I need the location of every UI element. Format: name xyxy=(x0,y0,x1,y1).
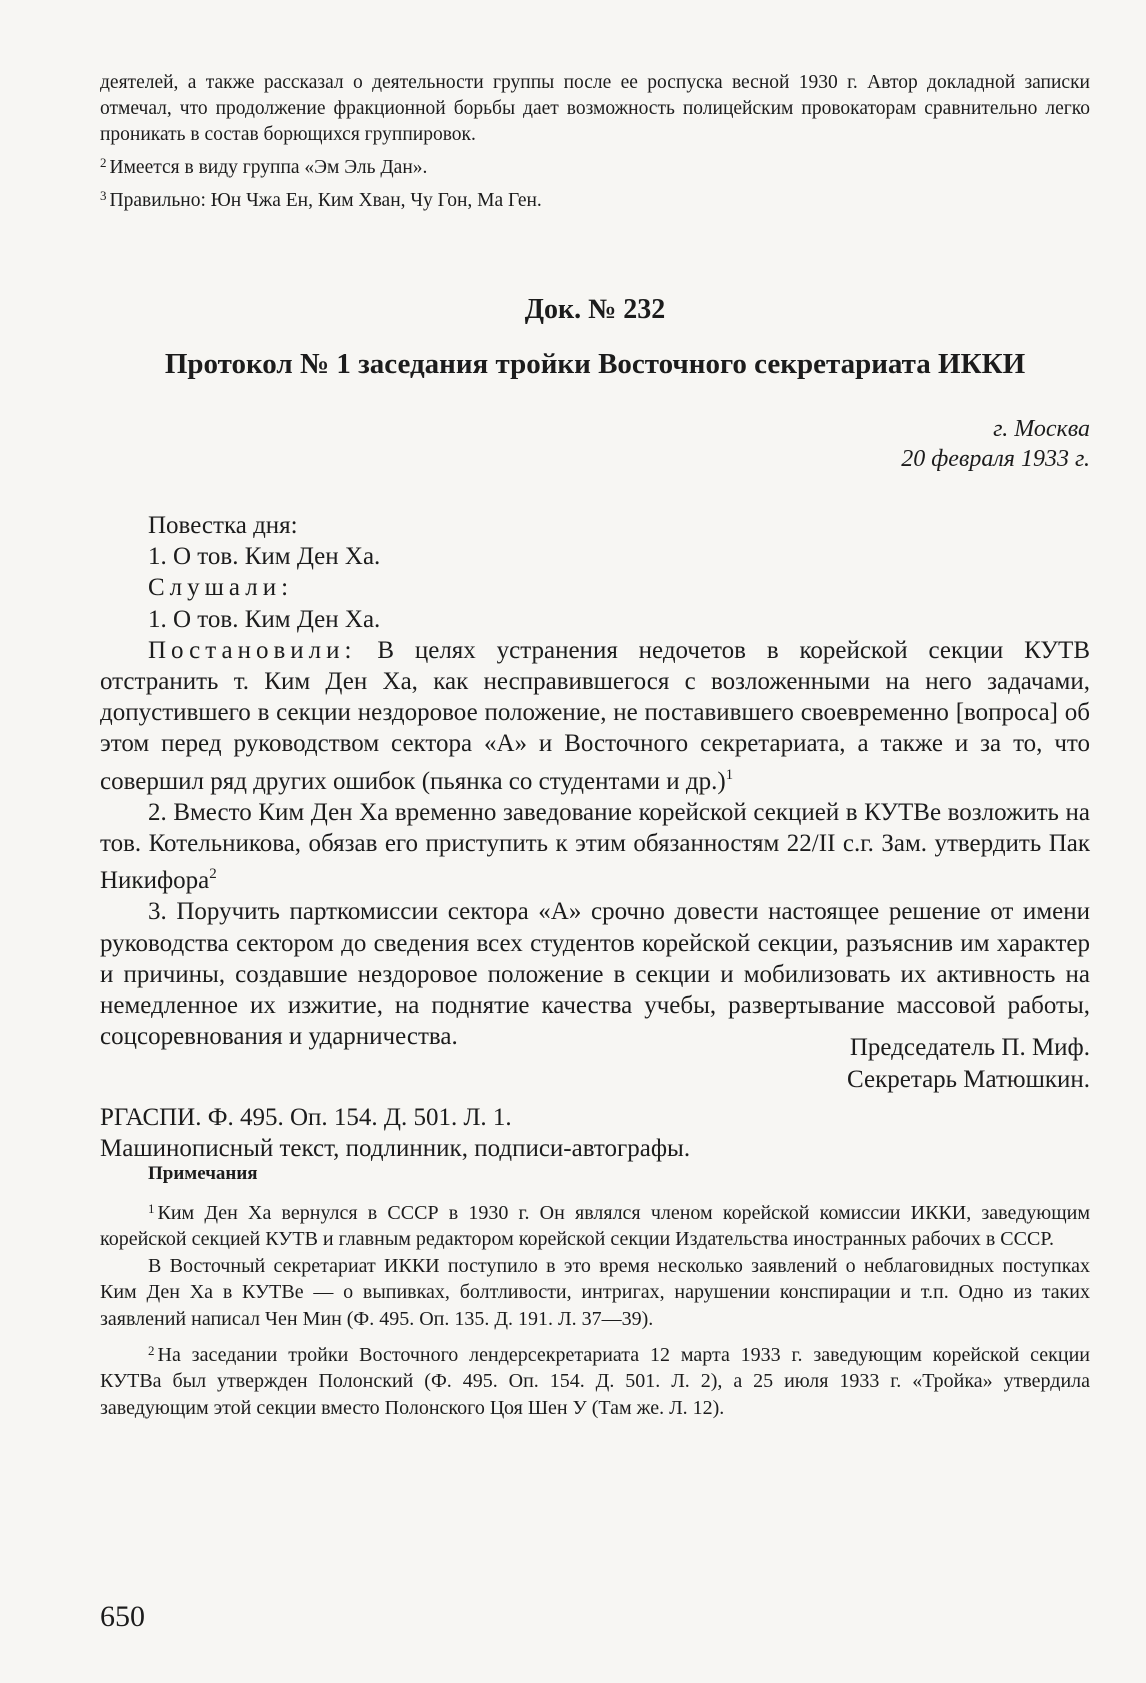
resolved-item-1-text: В целях устранения недочетов в корейской секции КУТВ отстранить т. Ким Ден Ха, как несправившегося с возложенными на него задачами, допустившего в секции нездоровое положение, не поставившего своевременно [вопроса] об этом перед руководством сектора «А» и Восточного секретариата, а также и за то, что совершил ряд других ошибок (пьянка со студентами и др.) xyxy=(100,636,1090,795)
note-2 xyxy=(100,1338,1090,1421)
protocol-body xyxy=(100,510,1090,1052)
resolved-item-2-text: 2. Вместо Ким Ден Ха временно заведование корейской секцией в КУТВе возложить на тов. Котельникова, обязав его приступить к этим обязанностям 22/II с.г. Зам. утвердить Пак Никифора xyxy=(100,798,1090,895)
archive-description: Машинописный текст, подлинник, подписи-автографы. xyxy=(100,1135,691,1162)
resolved-heading: Постановили: xyxy=(148,636,357,664)
resolved-item-2-footnote-mark: 2 xyxy=(209,866,217,883)
document-place: г. Москва xyxy=(993,416,1090,442)
notes-block xyxy=(100,1196,1090,1421)
archive-reference: РГАСПИ. Ф. 495. Оп. 154. Д. 501. Л. 1. xyxy=(100,1104,512,1131)
note-1-continuation: В Восточный секретариат ИККИ поступило в это время несколько заявлений о неблаговидных поступках Ким Ден Ха в КУТВе — о выпивках, болтливости, интригах, нарушении конспирации и т.п. Одно из таких заявлений написал Чен Мин (Ф. 495. Оп. 135. Д. 191. Л. 37—39). xyxy=(100,1254,1090,1330)
footnote-3-mark: 3 xyxy=(100,188,107,203)
footnote-2-mark: 2 xyxy=(100,155,107,170)
agenda-item-1: 1. О тов. Ким Ден Ха. xyxy=(148,543,381,571)
heard-item-1: 1. О тов. Ким Ден Ха. xyxy=(148,605,381,633)
document-title: Протокол № 1 заседания тройки Восточного секретариата ИККИ xyxy=(164,348,1026,380)
footnote-3 xyxy=(100,183,1090,214)
agenda-heading: Повестка дня: xyxy=(148,512,298,539)
note-1 xyxy=(100,1196,1090,1253)
document-number: Док. № 232 xyxy=(524,294,666,325)
chairman-signature: Председатель П. Миф. xyxy=(849,1034,1090,1061)
document-date: 20 февраля 1933 г. xyxy=(901,446,1090,472)
heard-heading: Слушали: xyxy=(148,574,294,602)
notes-heading: Примечания xyxy=(148,1163,258,1184)
secretary-signature: Секретарь Матюшкин. xyxy=(847,1066,1090,1093)
footnote-3-text: Правильно: Юн Чжа Ен, Ким Хван, Чу Гон, Ма Ген. xyxy=(109,190,542,211)
continued-text-block xyxy=(100,70,1090,214)
footnote-2 xyxy=(100,150,1090,181)
resolved-item-1 xyxy=(100,635,1090,797)
continued-paragraph: деятелей, а также рассказал о деятельности группы после ее роспуска весной 1930 г. Автор докладной записки отмечал, что продолжение фракционной борьбы дает возможность полицейским провокаторам сравнительно легко проникать в состав борющихся группировок. xyxy=(100,72,1090,145)
page-number: 650 xyxy=(100,1600,145,1633)
note-1-text: Ким Ден Ха вернулся в СССР в 1930 г. Он являлся членом корейской комиссии ИККИ, заведующим корейской секцией КУТВ и главным редактором корейской секции Издательства иностранных рабочих в СССР. xyxy=(100,1202,1090,1251)
archive-source xyxy=(100,1102,1090,1164)
note-2-mark: 2 xyxy=(148,1343,155,1359)
resolved-item-1-footnote-mark: 1 xyxy=(725,766,734,783)
resolved-item-3: 3. Поручить парткомиссии сектора «А» срочно довести настоящее решение от имени руководства сектором до сведения всех студентов корейской секции, разъяснив им характер и причины, создавшие нездоровое положение в секции и мобилизовать их активность на немедленное их изжитие, на поднятие качества учебы, развертывание массовой работы, соцсоревнования и ударничества. xyxy=(100,898,1090,1051)
note-2-text: На заседании тройки Восточного лендерсекретариата 12 марта 1933 г. заведующим корейской секции КУТВа был утвержден Полонский (Ф. 495. Оп. 154. Д. 501. Л. 2), а 25 июля 1933 г. «Тройка» утвердила заведующим этой секции вместо Полонского Цоя Шен У (Там же. Л. 12). xyxy=(100,1344,1090,1419)
note-1-mark: 1 xyxy=(148,1201,155,1216)
footnote-2-text: Имеется в виду группа «Эм Эль Дан». xyxy=(109,157,428,178)
document-page xyxy=(100,0,1090,1683)
resolved-item-2 xyxy=(100,797,1090,897)
